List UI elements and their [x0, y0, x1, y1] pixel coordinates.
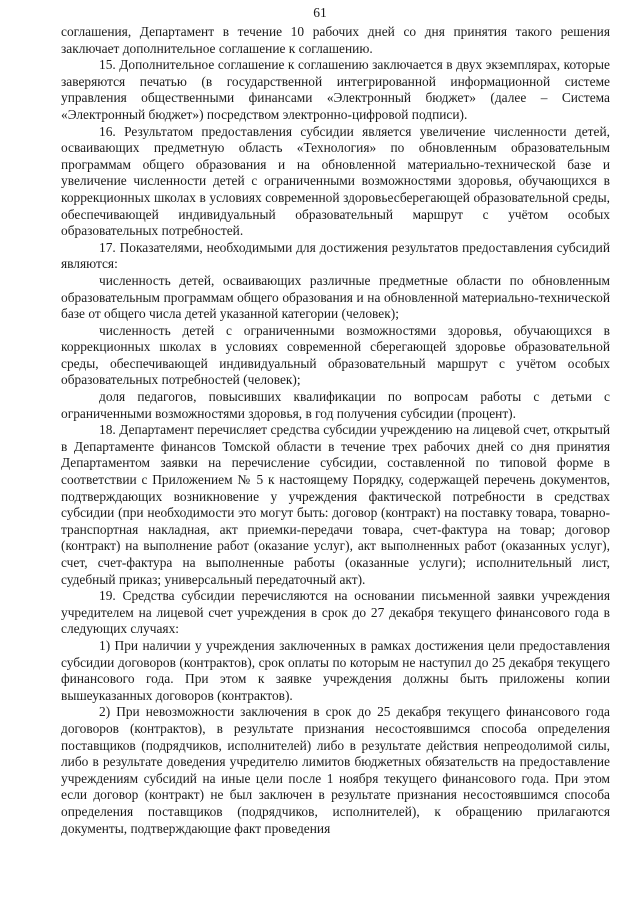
paragraph-16: 16. Результатом предоставления субсидии является увеличение численности детей, осваивающих предметную область «Технология» по обновленным образовательным программам общего образования и на обновленной материально-технической базе и увеличение численности детей с ограниченными возможностями здоровья, обучающихся в коррекционных школах в условиях современной здоровьесберегающей образовательной среды, обеспечивающей индивидуальный образовательный маршрут с учётом особых образовательных потребностей. [61, 123, 610, 239]
paragraph-17: 17. Показателями, необходимыми для достижения результатов предоставления субсидий являются: [61, 239, 610, 272]
indicator-item-2: численность детей с ограниченными возможностями здоровья, обучающихся в коррекционных школах в условиях современной сберегающей здоровье образовательной среды, обеспечивающей индивидуальный образовательный маршрут с учётом особых образовательных потребностей (человек); [61, 322, 610, 388]
paragraph-19-case-1: 1) При наличии у учреждения заключенных в рамках достижения цели предоставления субсидии договоров (контрактов), срок оплаты по которым не наступил до 25 декабря текущего финансового года. При этом к заявке учреждения должны быть приложены копии вышеуказанных договоров (контрактов). [61, 637, 610, 703]
indicator-item-3: доля педагогов, повысивших квалификации по вопросам работы с детьми с ограниченными возможностями здоровья, в год получения субсидии (процент). [61, 389, 610, 421]
paragraph-19: 19. Средства субсидии перечисляются на основании письменной заявки учреждения учредителем на лицевой счет учреждения в срок до 27 декабря текущего финансового года в следующих случаях: [61, 588, 610, 637]
paragraph-continuation: соглашения, Департамент в течение 10 рабочих дней со дня принятия такого решения заключает дополнительное соглашение к соглашению. [61, 24, 610, 56]
paragraph-18: 18. Департамент перечисляет средства субсидии учреждению на лицевой счет, открытый в Департаменте финансов Томской области в течение трех рабочих дней со дня принятия Департаментом заявки на перечисление субсидии, составленной по типовой форме в соответствии с Приложением № 5 к настоящему Порядку, содержащей перечень документов, подтверждающих возникновение у учреждения фактической потребности в средствах субсидии (при необходимости это могут быть: договор (контракт) на поставку товара, товарно-транспортная накладная, акт приемки-передачи товара, счет-фактура на товар; договор (контракт) на выполнение работ (оказание услуг), акт выполненных работ (оказанных услуг), счет, счет-фактура на выполненные работы (оказанные услуги); исполнительный лист, судебный приказ; универсальный передаточный акт). [61, 422, 610, 587]
paragraph-19-case-2: 2) При невозможности заключения в срок до 25 декабря текущего финансового года договоров (контрактов), в результате признания несостоявшимся способа определения поставщиков (подрядчиков, исполнителей) либо в результате действия непреодолимой силы, либо в результате доведения учредителю лимитов бюджетных обязательств на предоставление учреждениям субсидий на иные цели после 1 ноября текущего финансового года. При этом если договор (контракт) не был заключен в результате признания несостоявшимся способа определения поставщиков (подрядчиков, исполнителей), к обращению прилагаются документы, подтверждающие факт проведения [61, 704, 610, 836]
paragraph-15: 15. Дополнительное соглашение к соглашению заключается в двух экземплярах, которые заверяются печатью (в государственной интегрированной информационной системе управления общественными финансами «Электронный бюджет» (далее – Система «Электронный бюджет») посредством электронно-цифровой подписи). [61, 57, 610, 122]
indicator-item-1: численность детей, осваивающих различные предметные области по обновленным образовательным программам общего образования и на обновленной материально-технической базе от общего числа детей указанной категории (человек); [61, 272, 610, 322]
page-number: 61 [313, 5, 327, 20]
document-body [61, 24, 610, 837]
